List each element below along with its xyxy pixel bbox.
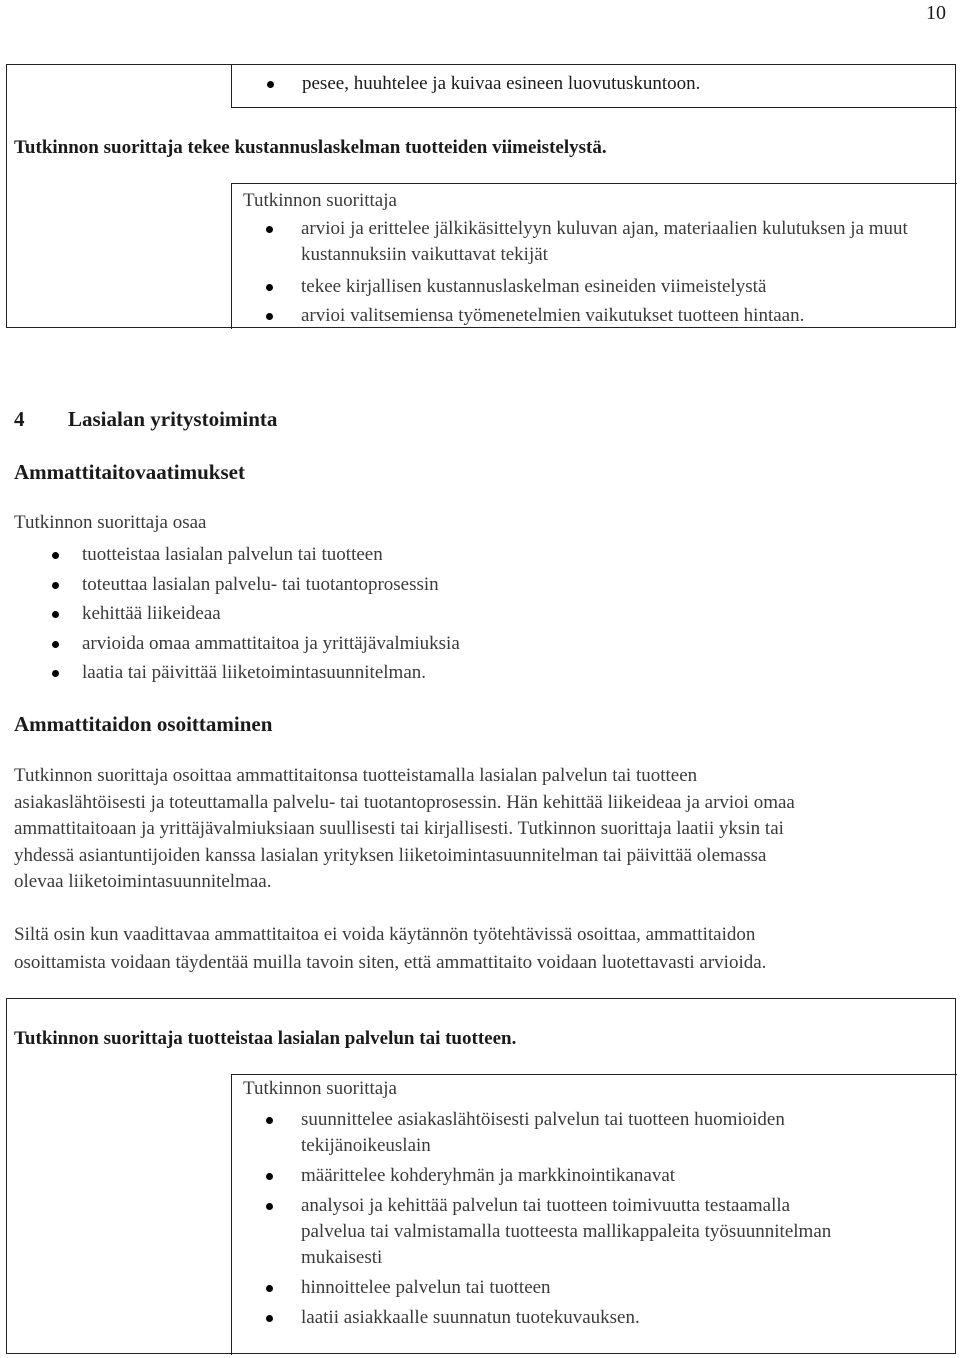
list-item: analysoi ja kehittää palvelun tai tuotteen toimivuutta testaamalla palvelua tai valmistamalla tuotteesta mallikappaleita työsuunnitelman mukaisesti <box>231 1193 951 1271</box>
text-line: Siltä osin kun vaadittavaa ammattitaitoa ei voida käytännön työtehtävissä osoittaa, ammattitaidon <box>14 924 756 945</box>
list-item: arvioi valitsemiensa työmenetelmien vaikutukset tuotteen hintaan. <box>231 303 951 329</box>
table2-intro: Tutkinnon suorittaja <box>243 1078 397 1099</box>
list-item: suunnittelee asiakaslähtöisesti palvelun tai tuotteen huomioiden tekijänoikeuslain <box>231 1107 951 1159</box>
bullet-icon <box>52 552 59 559</box>
list-item: arvioida omaa ammattitaitoa ja yrittäjävalmiuksia <box>14 629 460 659</box>
list-item: toteuttaa lasialan palvelu- tai tuotantoprosessin <box>14 570 460 600</box>
list-item: laatia tai päivittää liiketoimintasuunnitelman. <box>14 658 460 688</box>
table1-intro-text: Tutkinnon suorittaja <box>243 190 397 211</box>
list-item: arvioi ja erittelee jälkikäsittelyyn kuluvan ajan, materiaalien kulutuksen ja muut kustannuksiin vaikuttavat tekijät <box>231 216 951 268</box>
demonstration-heading: Ammattitaidon osoittaminen <box>14 712 273 736</box>
text-line: Tutkinnon suorittaja osoittaa ammattitaitonsa tuotteistamalla lasialan palvelun tai tuotteen <box>14 765 698 786</box>
list-item: kehittää liikeideaa <box>14 599 460 629</box>
page-number: 10 <box>926 2 946 24</box>
text-line: yhdessä asiantuntijoiden kanssa lasialan yrityksen liiketoimintasuunnitelman tai päivittää olemassa <box>14 844 767 866</box>
bullet-icon <box>266 226 273 233</box>
demonstration-paragraph-1 <box>14 763 950 896</box>
table2-heading: Tutkinnon suorittaja tuotteistaa lasialan palvelun tai tuotteen. <box>14 1028 517 1049</box>
requirements-list <box>14 540 460 688</box>
bullet-icon <box>266 1203 273 1210</box>
bullet-icon <box>266 1117 273 1124</box>
list-item: määrittelee kohderyhmän ja markkinointikanavat <box>231 1163 951 1189</box>
bullet-icon <box>52 582 59 589</box>
table2-bullet-list <box>231 1107 951 1331</box>
text-line: ammattitaitoaan ja yrittäjävalmiuksiaan suullisesti tai kirjallisesti. Tutkinnon suorittaja laatii yksin tai <box>14 818 784 839</box>
list-item: tuotteistaa lasialan palvelun tai tuotteen <box>14 540 460 570</box>
bullet-icon <box>266 1173 273 1180</box>
bullet-icon <box>266 313 273 320</box>
bullet-icon <box>52 611 59 618</box>
bullet-icon <box>266 1315 273 1322</box>
list-item: tekee kirjallisen kustannuslaskelman esineiden viimeistelystä <box>231 274 951 300</box>
demonstration-paragraph-2 <box>14 921 950 977</box>
requirements-heading: Ammattitaitovaatimukset <box>14 460 245 484</box>
requirements-intro: Tutkinnon suorittaja osaa <box>14 512 207 533</box>
bullet-icon <box>52 641 59 648</box>
table1-top-cell <box>231 64 957 108</box>
table1-bullet-list <box>231 216 951 329</box>
list-item: pesee, huuhtelee ja kuivaa esineen luovutuskuntoon. <box>232 71 700 97</box>
section-heading <box>14 406 277 432</box>
criteria-table-2 <box>6 998 956 1354</box>
text-line: asiakaslähtöisesti ja toteuttamalla palvelu- tai tuotantoprosessin. Hän kehittää liikeideaa ja arvioi omaa <box>14 791 795 813</box>
bullet-icon <box>266 1285 273 1292</box>
table1-heading: Tutkinnon suorittaja tekee kustannuslaskelman tuotteiden viimeistelystä. <box>14 137 607 158</box>
text-line: osoittamista voidaan täydentää muilla tavoin siten, että ammattitaito voidaan luotettavasti arvioida. <box>14 952 767 973</box>
bullet-icon <box>267 81 274 88</box>
section-title: Lasialan yritystoiminta <box>68 407 278 431</box>
table1-top-list <box>232 71 700 97</box>
list-item: laatii asiakkaalle suunnatun tuotekuvauksen. <box>231 1305 951 1331</box>
list-item: hinnoittelee palvelun tai tuotteen <box>231 1275 951 1301</box>
bullet-icon <box>266 284 273 291</box>
section-number: 4 <box>14 407 25 431</box>
criteria-table-1 <box>6 64 956 328</box>
bullet-icon <box>52 670 59 677</box>
text-line: olevaa liiketoimintasuunnitelmaa. <box>14 871 272 892</box>
